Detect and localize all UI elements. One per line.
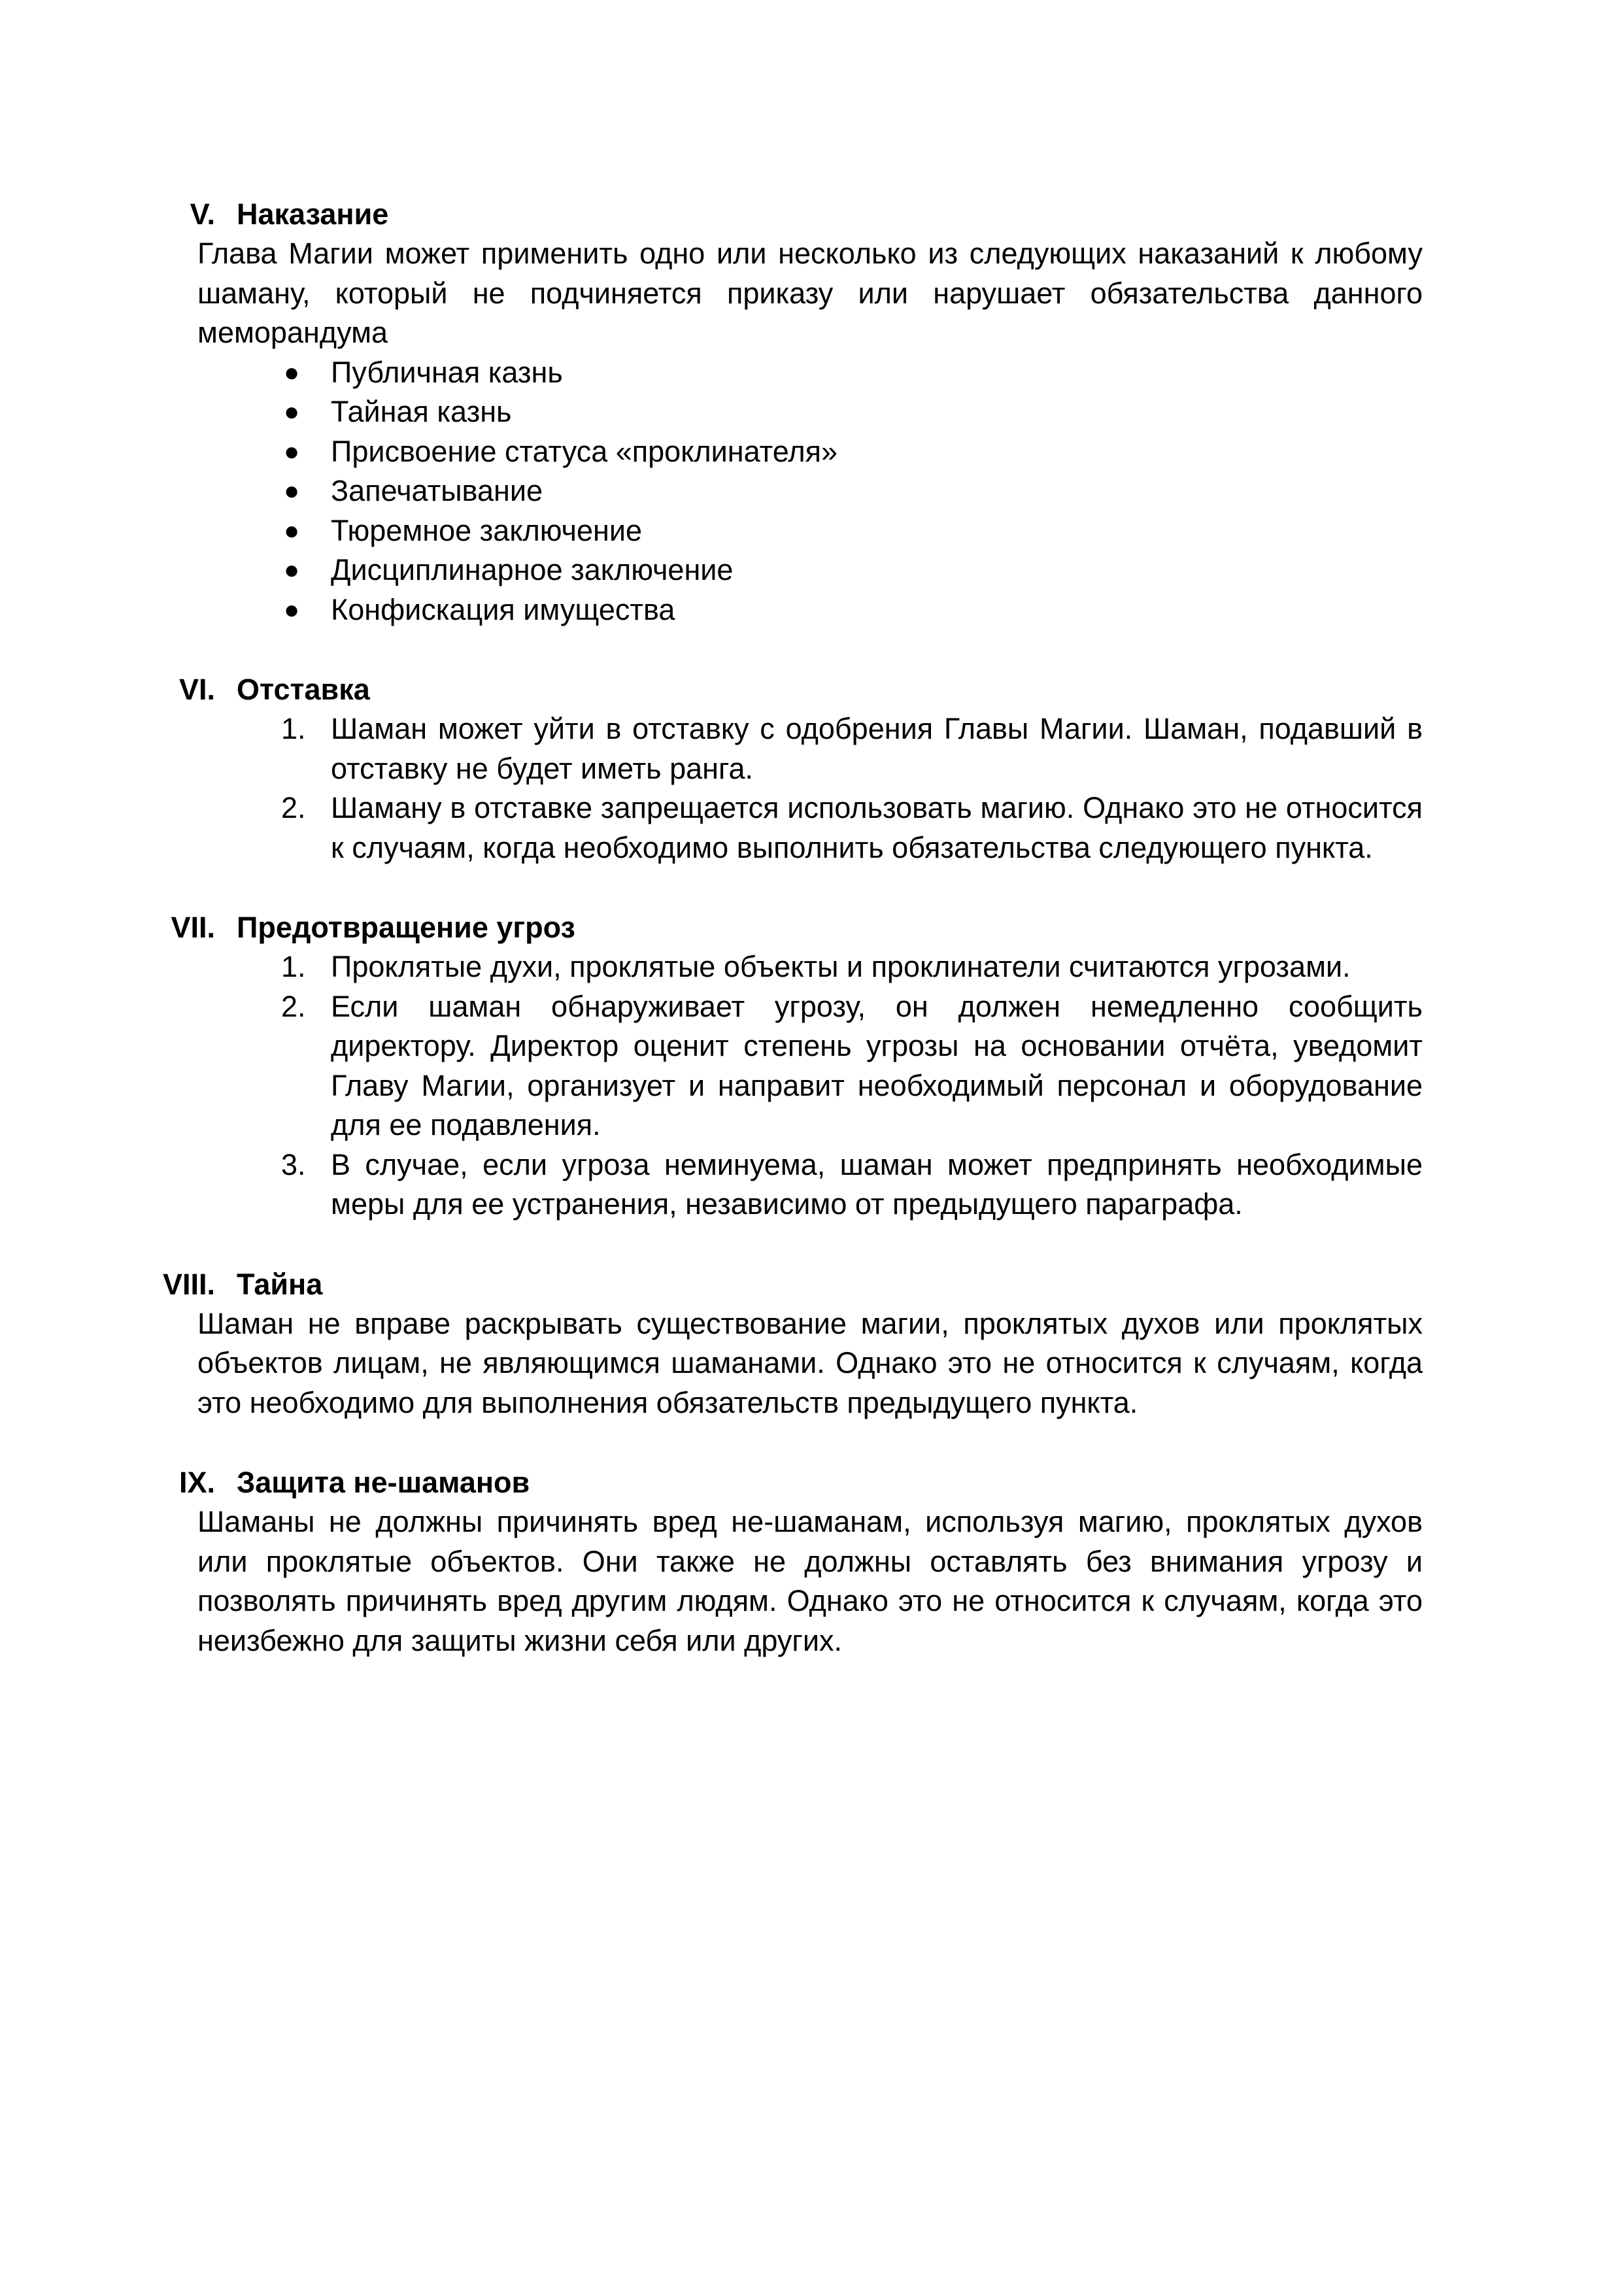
list-number: 1. <box>281 950 306 983</box>
section-paragraph: Глава Магии может применить одно или несколько из следующих наказаний к любому шаману, который не подчиняется приказу или нарушает обязательства данного меморандума <box>197 237 1423 349</box>
section-paragraph: Шаман не вправе раскрывать существование магии, проклятых духов или проклятых объектов лицам, не являющимся шаманами. Однако это не относится к случаям, когда это необходимо для выполнения обязательств предыдущего пункта. <box>197 1306 1423 1419</box>
section-heading <box>0 908 1624 947</box>
list-item: ● Дисциплинарное заключение <box>331 550 1423 590</box>
numbered-list <box>0 947 1624 1224</box>
section-title: Защита не-шаманов <box>237 1466 530 1499</box>
section-number: VIII. <box>162 1267 215 1301</box>
numbered-list <box>0 709 1624 868</box>
bullet-icon: ● <box>284 477 300 505</box>
list-item: 2. Если шаман обнаруживает угрозу, он должен немедленно сообщить директору. Директор оценит степень угрозы на основании отчёта, уведомит Главу Магии, организует и направит необходимый персонал и оборудование для ее подавления. <box>331 987 1423 1145</box>
section-title: Отставка <box>237 673 370 706</box>
section-title: Наказание <box>237 197 389 231</box>
list-number: 2. <box>281 989 306 1023</box>
list-item: ● Публичная казнь <box>331 353 1423 393</box>
list-number: 1. <box>281 712 306 745</box>
bullet-icon: ● <box>284 556 300 584</box>
bullet-icon: ● <box>284 437 300 466</box>
list-item: 2. Шаману в отставке запрещается использовать магию. Однако это не относится к случаям, когда необходимо выполнить обязательства следующего пункта. <box>331 788 1423 868</box>
section-number: V. <box>190 197 215 231</box>
list-item: ● Конфискация имущества <box>331 590 1423 630</box>
list-number: 2. <box>281 791 306 824</box>
bullet-icon: ● <box>284 595 300 624</box>
bullet-icon: ● <box>284 516 300 545</box>
list-item: ● Тайная казнь <box>331 392 1423 432</box>
section-punishment <box>0 195 1624 630</box>
list-item: ● Запечатывание <box>331 471 1423 511</box>
bullet-icon: ● <box>284 358 300 387</box>
list-item: 1. Проклятые духи, проклятые объекты и проклинатели считаются угрозами. <box>331 947 1423 987</box>
list-item: 1. Шаман может уйти в отставку с одобрения Главы Магии. Шаман, подавший в отставку не будет иметь ранга. <box>331 709 1423 788</box>
list-number: 3. <box>281 1147 306 1181</box>
bullet-list <box>0 353 1624 630</box>
section-heading <box>0 670 1624 709</box>
section-paragraph: Шаманы не должны причинять вред не-шаманам, используя магию, проклятых духов или проклятые объектов. Они также не должны оставлять без внимания угрозу и позволять причинять вред другим людям. Однако это не относится к случаям, когда это неизбежно для защиты жизни себя или других. <box>197 1505 1423 1657</box>
section-number: VI. <box>178 673 215 706</box>
document-body <box>0 195 1624 1700</box>
section-threat-prevention <box>0 908 1624 1224</box>
section-heading <box>0 1463 1624 1502</box>
list-item: ● Тюремное заключение <box>331 511 1423 551</box>
list-item: ● Присвоение статуса «проклинателя» <box>331 432 1423 472</box>
section-title: Тайна <box>237 1267 323 1301</box>
section-heading <box>0 1265 1624 1304</box>
section-resignation <box>0 670 1624 868</box>
section-heading <box>0 195 1624 234</box>
section-number: IX. <box>178 1466 215 1499</box>
bullet-icon: ● <box>284 397 300 426</box>
list-item: 3. В случае, если угроза неминуема, шаман может предпринять необходимые меры для ее устранения, независимо от предыдущего параграфа. <box>331 1145 1423 1224</box>
section-protection-of-non-shamans <box>0 1463 1624 1661</box>
section-title: Предотвращение угроз <box>237 911 575 944</box>
section-secrecy <box>0 1265 1624 1423</box>
section-number: VII. <box>171 911 215 944</box>
